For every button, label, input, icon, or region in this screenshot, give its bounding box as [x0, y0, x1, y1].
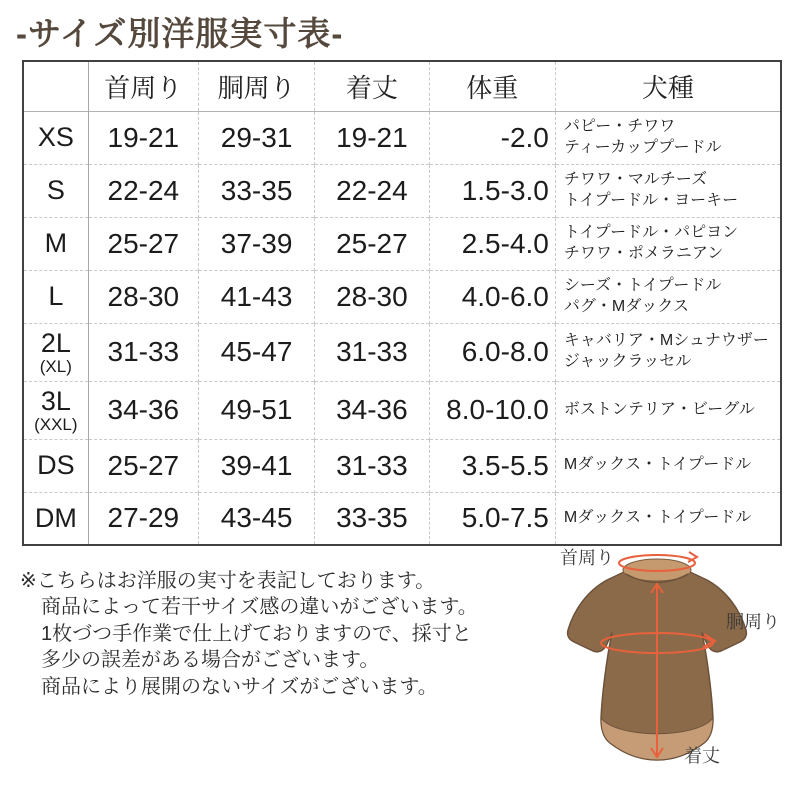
- neck-value: 22-24: [88, 164, 198, 217]
- breed-value: パピー・チワワ ティーカッププードル: [555, 111, 781, 164]
- length-value: 22-24: [315, 164, 429, 217]
- header-neck: 首周り: [88, 61, 198, 111]
- breed-value: ボストンテリア・ビーグル: [555, 381, 781, 439]
- length-value: 28-30: [315, 270, 429, 323]
- weight-value: 8.0-10.0: [429, 381, 555, 439]
- neck-value: 19-21: [88, 111, 198, 164]
- neck-value: 27-29: [88, 492, 198, 545]
- breed-value: シーズ・トイプードル パグ・Mダックス: [555, 270, 781, 323]
- breed-value: トイプードル・パピヨン チワワ・ポメラニアン: [555, 217, 781, 270]
- note-line: 多少の誤差がある場合がございます。: [41, 649, 380, 672]
- weight-value: 2.5-4.0: [429, 217, 555, 270]
- diagram-length-label: 着丈: [684, 746, 720, 766]
- length-value: 34-36: [315, 381, 429, 439]
- header-weight: 体重: [429, 61, 555, 111]
- chest-value: 37-39: [198, 217, 314, 270]
- weight-value: 6.0-8.0: [429, 323, 555, 381]
- length-value: 31-33: [315, 439, 429, 492]
- neck-value: 25-27: [88, 439, 198, 492]
- size-label: DS: [23, 439, 88, 492]
- size-label: M: [23, 217, 88, 270]
- header-length: 着丈: [315, 61, 429, 111]
- neck-value: 25-27: [88, 217, 198, 270]
- breed-value: キャバリア・Mシュナウザー ジャックラッセル: [555, 323, 781, 381]
- size-measurement-table: [22, 60, 782, 546]
- table-row-ds: [23, 439, 781, 492]
- weight-value: 5.0-7.5: [429, 492, 555, 545]
- chest-value: 43-45: [198, 492, 314, 545]
- neck-arrowhead: [688, 552, 697, 562]
- weight-value: 3.5-5.5: [429, 439, 555, 492]
- chest-value: 45-47: [198, 323, 314, 381]
- note-line: 商品によって若干サイズ感の違いがございます。: [41, 596, 478, 619]
- table-row-l: [23, 270, 781, 323]
- length-value: 33-35: [315, 492, 429, 545]
- size-label: XS: [23, 111, 88, 164]
- chest-value: 33-35: [198, 164, 314, 217]
- table-row-2l: [23, 323, 781, 381]
- dog-shirt-illustration: [542, 544, 799, 800]
- note-line: ※こちらはお洋服の実寸を表記しております。: [20, 570, 436, 592]
- breed-value: Mダックス・トイプードル: [555, 492, 781, 545]
- chest-value: 49-51: [198, 381, 314, 439]
- note-line: 商品により展開のないサイズがございます。: [41, 675, 438, 698]
- breed-value: Mダックス・トイプードル: [555, 439, 781, 492]
- measurement-notes: [20, 568, 530, 700]
- chest-value: 39-41: [198, 439, 314, 492]
- table-row-xs: [23, 111, 781, 164]
- breed-value: チワワ・マルチーズ トイプードル・ヨーキー: [555, 164, 781, 217]
- size-label: L: [23, 270, 88, 323]
- neck-value: 31-33: [88, 323, 198, 381]
- header-breed: 犬種: [555, 61, 781, 111]
- size-label: 2L (XL): [23, 323, 88, 381]
- table-row-s: [23, 164, 781, 217]
- chest-value: 29-31: [198, 111, 314, 164]
- measurement-diagram: [542, 544, 799, 800]
- diagram-neck-label: 首周り: [560, 548, 614, 568]
- size-label: 3L (XXL): [23, 381, 88, 439]
- table-row-m: [23, 217, 781, 270]
- weight-value: -2.0: [429, 111, 555, 164]
- table-row-dm: [23, 492, 781, 545]
- neck-value: 34-36: [88, 381, 198, 439]
- table-header-row: [23, 61, 781, 111]
- size-label: S: [23, 164, 88, 217]
- chest-value: 41-43: [198, 270, 314, 323]
- diagram-chest-label: 胴周り: [726, 612, 780, 632]
- neck-value: 28-30: [88, 270, 198, 323]
- weight-value: 1.5-3.0: [429, 164, 555, 217]
- header-size: [23, 61, 88, 111]
- length-value: 25-27: [315, 217, 429, 270]
- weight-value: 4.0-6.0: [429, 270, 555, 323]
- size-label: DM: [23, 492, 88, 545]
- length-value: 31-33: [315, 323, 429, 381]
- table-row-3l: [23, 381, 781, 439]
- length-value: 19-21: [315, 111, 429, 164]
- note-line: 1枚づつ手作業で仕上げておりますので、採寸と: [41, 622, 472, 645]
- header-chest: 胴周り: [198, 61, 314, 111]
- page-title: -サイズ別洋服実寸表-: [16, 15, 344, 52]
